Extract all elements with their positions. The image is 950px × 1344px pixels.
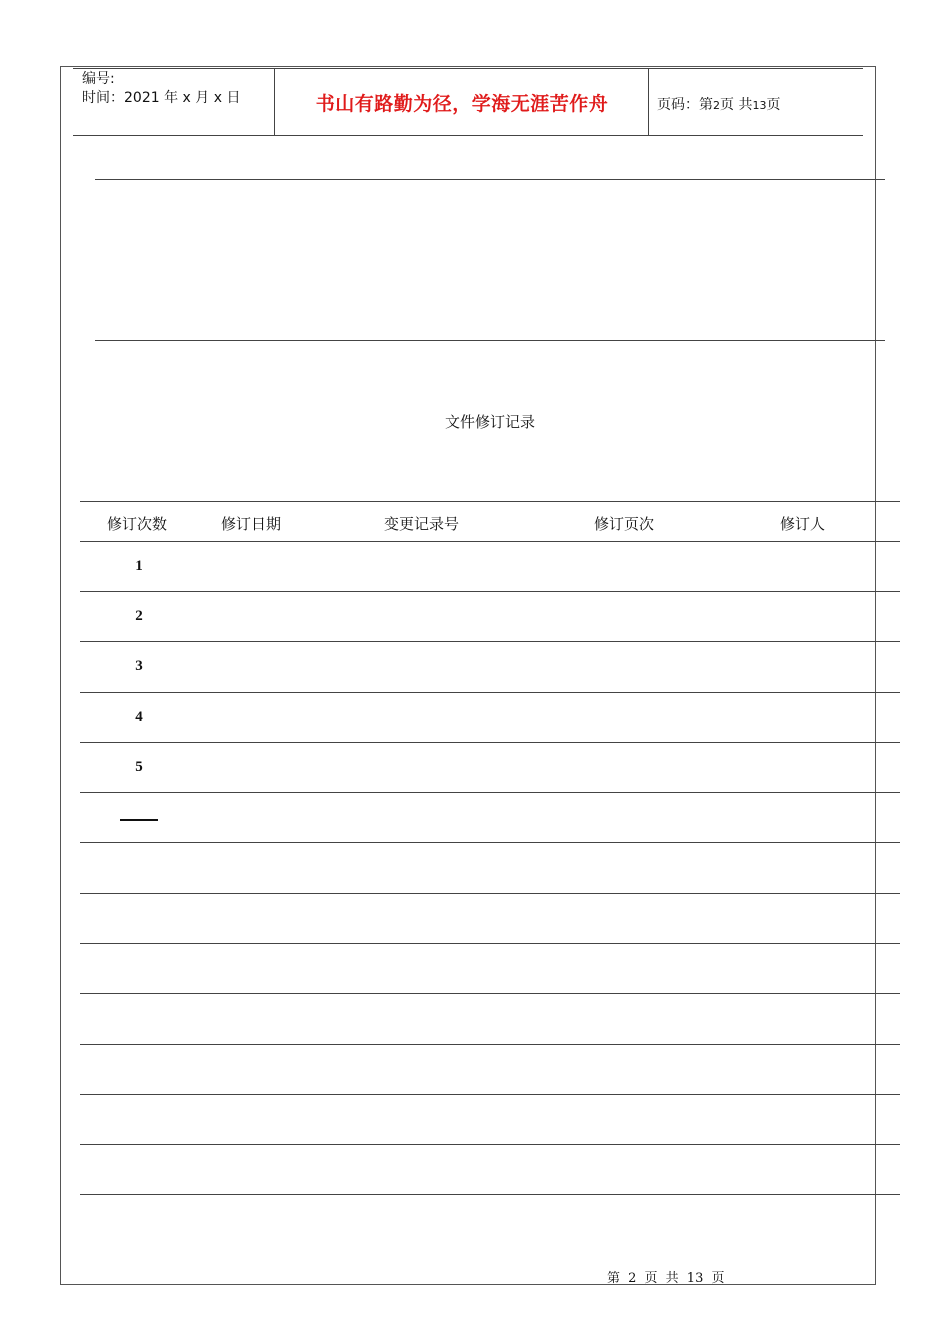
header-page-info	[657, 94, 780, 114]
row-divider	[80, 1144, 900, 1145]
column-header: 修订次数	[107, 515, 168, 533]
row-divider	[80, 1044, 900, 1045]
header-bottom-border	[73, 135, 863, 136]
column-header: 修订人	[780, 515, 826, 533]
header-motto: 书山有路勤为径，学海无涯苦作舟	[315, 93, 609, 115]
section-rule-bottom	[95, 340, 885, 341]
row-divider	[80, 641, 900, 642]
page-footer: 第 2 页 共 13 页	[607, 1271, 725, 1286]
column-header: 变更记录号	[384, 515, 460, 533]
continuation-dash	[120, 819, 158, 821]
row-divider	[80, 842, 900, 843]
page-frame	[60, 66, 876, 1285]
row-divider	[80, 541, 900, 542]
header-divider-right	[648, 68, 649, 135]
section-rule-top	[95, 179, 885, 180]
row-divider	[80, 893, 900, 894]
row-divider	[80, 1194, 900, 1195]
page-middle: 页 共	[720, 97, 753, 113]
row-divider	[80, 742, 900, 743]
page-prefix: 页码：第	[657, 97, 713, 113]
row-divider	[80, 692, 900, 693]
row-divider	[80, 591, 900, 592]
page-current: 2	[713, 99, 720, 112]
page-total: 13	[752, 99, 767, 112]
table-top-border	[80, 501, 900, 502]
row-divider	[80, 943, 900, 944]
document-title: 文件修订记录	[444, 413, 535, 431]
header-top-border	[73, 68, 863, 69]
document-number-label: 编号:	[82, 71, 115, 87]
row-divider	[80, 792, 900, 793]
header-divider-left	[274, 68, 275, 135]
column-header: 修订页次	[594, 515, 655, 533]
row-divider	[80, 993, 900, 994]
header-meta	[82, 70, 240, 108]
document-time: 时间：2021 年 x 月 x 日	[82, 90, 241, 106]
row-divider	[80, 1094, 900, 1095]
column-header: 修订日期	[221, 515, 282, 533]
page-suffix: 页	[766, 97, 781, 113]
